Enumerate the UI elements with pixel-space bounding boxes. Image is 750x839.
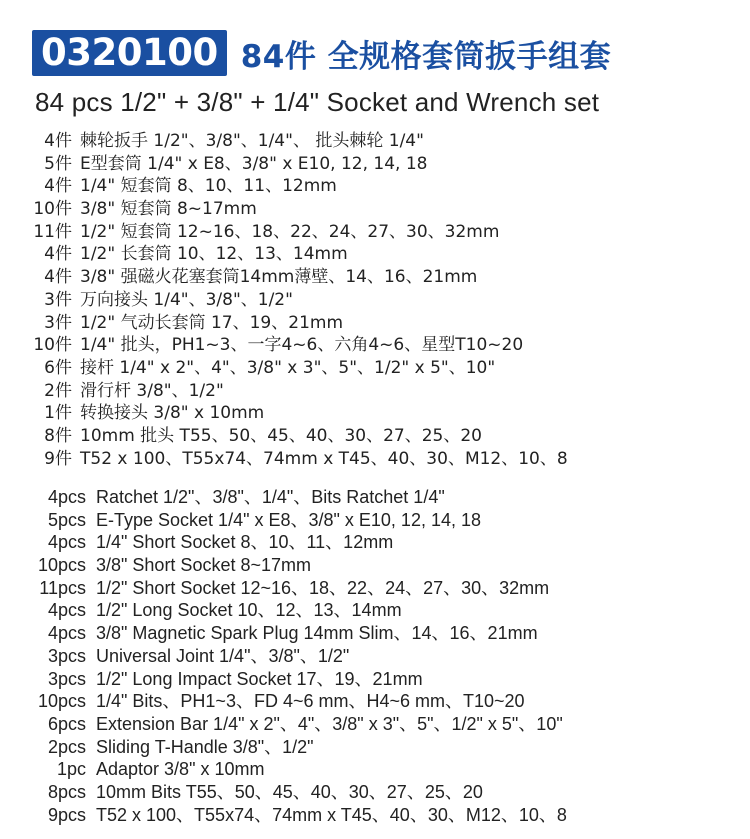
item-quantity: 1pc <box>56 759 86 780</box>
item-description: 10mm 批头 T55、50、45、40、30、27、25、20 <box>80 425 482 446</box>
list-item <box>24 198 568 221</box>
item-description: 1/4" Bits、PH1~3、FD 4~6 mm、H4~6 mm、T10~20 <box>96 691 525 712</box>
item-quantity: 3件 <box>44 289 72 310</box>
item-description: 滑行杆 3/8"、1/2" <box>80 380 224 401</box>
item-description: 10mm Bits T55、50、45、40、30、27、25、20 <box>96 781 483 802</box>
item-description: T52 x 100、T55x74、74mm x T45、40、30、M12、10、8 <box>80 448 568 469</box>
item-quantity: 6pcs <box>47 713 86 734</box>
item-description: 3/8" 强磁火花塞套筒14mm薄壁、14、16、21mm <box>80 267 478 288</box>
list-item <box>24 334 568 357</box>
item-quantity: 5件 <box>44 153 72 174</box>
item-description: 3/8" 短套筒 8~17mm <box>80 199 257 220</box>
title-chinese: 84件 全规格套筒扳手组套 <box>240 38 612 75</box>
item-quantity: 3件 <box>44 312 72 333</box>
item-quantity: 10pcs <box>37 555 86 576</box>
item-quantity: 4件 <box>44 267 72 288</box>
list-item <box>24 243 568 266</box>
item-quantity: 11pcs <box>39 577 86 598</box>
list-item <box>24 690 567 713</box>
item-description: Universal Joint 1/4"、3/8"、1/2" <box>96 645 350 666</box>
item-quantity: 9pcs <box>47 804 86 825</box>
item-description: 1/4" Short Socket 8、10、11、12mm <box>96 532 394 553</box>
contents-list-chinese <box>24 130 568 470</box>
list-item <box>24 153 568 176</box>
item-quantity: 4件 <box>44 176 72 197</box>
list-item <box>24 736 567 759</box>
item-description: 1/2" 短套筒 12~16、18、22、24、27、30、32mm <box>80 221 500 242</box>
list-item <box>24 357 568 380</box>
list-item <box>24 402 568 425</box>
list-item <box>24 554 567 577</box>
list-item <box>24 425 568 448</box>
list-item <box>24 622 567 645</box>
list-item <box>24 486 567 509</box>
item-description: E-Type Socket 1/4" x E8、3/8" x E10, 12, 14, 18 <box>96 509 481 530</box>
item-quantity: 9件 <box>44 448 72 469</box>
item-quantity: 4pcs <box>47 487 86 507</box>
item-quantity: 4件 <box>44 131 72 151</box>
list-item <box>24 599 567 622</box>
item-quantity: 11件 <box>33 221 72 242</box>
item-quantity: 4件 <box>44 244 72 265</box>
item-description: 万向接头 1/4"、3/8"、1/2" <box>80 289 293 310</box>
list-item <box>24 175 568 198</box>
item-description: 棘轮扳手 1/2"、3/8"、1/4"、 批头棘轮 1/4" <box>80 131 424 151</box>
header <box>32 30 611 76</box>
item-description: 1/2" Short Socket 12~16、18、22、24、27、30、32mm <box>96 577 550 598</box>
item-description: Adaptor 3/8" x 10mm <box>96 759 265 780</box>
list-item <box>24 221 568 244</box>
item-quantity: 6件 <box>44 357 72 378</box>
item-quantity: 2pcs <box>47 736 86 757</box>
list-item <box>24 668 567 691</box>
list-item <box>24 509 567 532</box>
item-quantity: 3pcs <box>47 645 86 666</box>
item-description: Sliding T-Handle 3/8"、1/2" <box>96 736 314 757</box>
item-description: 接杆 1/4" x 2"、4"、3/8" x 3"、5"、1/2" x 5"、10" <box>80 357 496 378</box>
item-quantity: 1件 <box>44 403 72 424</box>
list-item <box>24 577 567 600</box>
item-quantity: 4pcs <box>47 623 86 644</box>
item-quantity: 10件 <box>33 199 72 220</box>
item-quantity: 10pcs <box>37 691 86 712</box>
item-quantity: 8pcs <box>47 781 86 802</box>
item-quantity: 5pcs <box>47 509 86 530</box>
contents-list-english <box>24 486 567 826</box>
item-description: 3/8" Magnetic Spark Plug 14mm Slim、14、16、21mm <box>96 623 538 644</box>
item-description: E型套筒 1/4" x E8、3/8" x E10, 12, 14, 18 <box>80 153 428 174</box>
item-quantity: 8件 <box>44 425 72 446</box>
item-quantity: 10件 <box>33 335 72 356</box>
list-item <box>24 713 567 736</box>
item-description: 3/8" Short Socket 8~17mm <box>96 555 311 576</box>
item-description: Extension Bar 1/4" x 2"、4"、3/8" x 3"、5"、1/2" x 5"、10" <box>96 713 563 734</box>
product-code-badge: 0320100 <box>32 30 227 76</box>
list-item <box>24 758 567 781</box>
item-quantity: 4pcs <box>47 532 86 553</box>
list-item <box>24 130 568 153</box>
item-quantity: 3pcs <box>47 668 86 689</box>
list-item <box>24 289 568 312</box>
list-item <box>24 266 568 289</box>
item-description: Ratchet 1/2"、3/8"、1/4"、Bits Ratchet 1/4" <box>96 487 445 507</box>
item-description: T52 x 100、T55x74、74mm x T45、40、30、M12、10、8 <box>96 804 567 825</box>
item-description: 1/4" 短套筒 8、10、11、12mm <box>80 176 337 197</box>
list-item <box>24 781 567 804</box>
item-quantity: 4pcs <box>47 600 86 621</box>
list-item <box>24 645 567 668</box>
list-item <box>24 531 567 554</box>
list-item <box>24 380 568 403</box>
item-description: 1/2" 气动长套筒 17、19、21mm <box>80 312 344 333</box>
item-description: 1/2" Long Impact Socket 17、19、21mm <box>96 668 423 689</box>
list-item <box>24 448 568 471</box>
item-quantity: 2件 <box>44 380 72 401</box>
list-item <box>24 312 568 335</box>
list-item <box>24 804 567 827</box>
item-description: 1/2" Long Socket 10、12、13、14mm <box>96 600 402 621</box>
title-english: 84 pcs 1/2" + 3/8" + 1/4" Socket and Wrench set <box>35 87 600 117</box>
item-description: 1/2" 长套筒 10、12、13、14mm <box>80 244 348 265</box>
item-description: 转换接头 3/8" x 10mm <box>80 403 265 424</box>
item-description: 1/4" 批头，PH1~3、一字4~6、六角4~6、星型T10~20 <box>80 335 524 356</box>
